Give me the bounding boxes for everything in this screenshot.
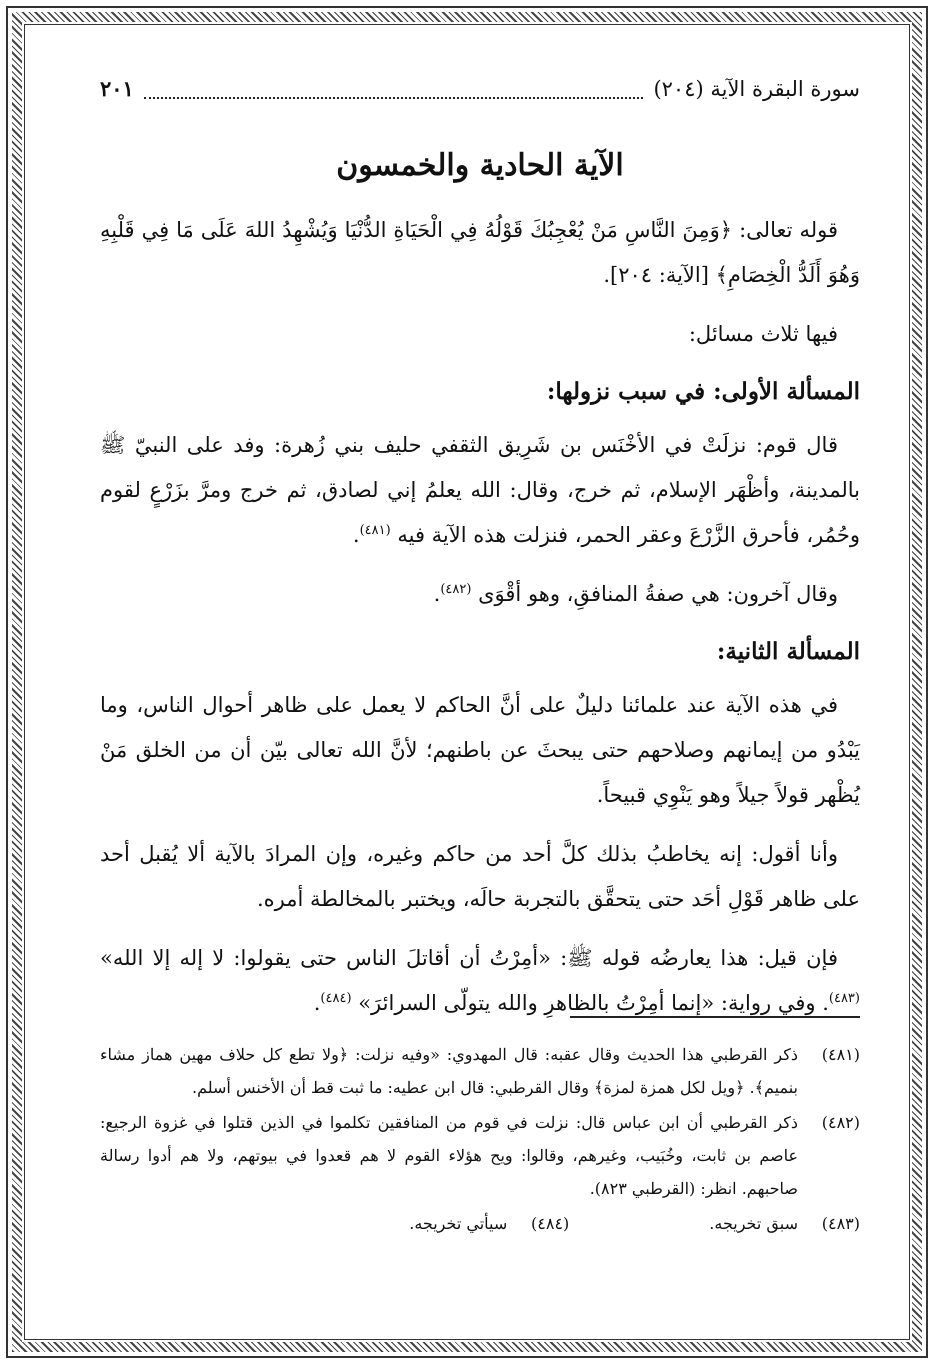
footnote-text: سبق تخريجه. (709, 1214, 798, 1233)
footnote-number: (٤٨٤) (531, 1214, 570, 1233)
issue1-heading: المسألة الأولى: في سبب نزولها: (546, 378, 860, 405)
running-head (100, 72, 860, 106)
footnote-482 (100, 1106, 860, 1205)
issue1-p1-text: قال قوم: نزلَتْ في الأخْنَس بن شَرِيق الثقفي حليف بني زُهرة: وفد على النبيّ ﷺ بالمدينة، وأظْهَر الإسلام، ثم خرج، وقال: الله يعلمُ إني لصادق، ثم خرج ومرَّ بزَرْعٍ لقوم وحُمُر، فأحرق الزَّرْعَ وعقر الحمر، فنزلت هذه الآية فيه (100, 433, 860, 547)
issues-intro: فيها ثلاث مسائل: (688, 322, 838, 346)
issue2-paragraph-3: فإن قيل: هذا يعارضُه قوله ﷺ: «أمِرْتُ أن أقاتلَ الناس حتى يقولوا: لا إله إلا الله» $^{(٤٨٣)}$. وفي رواية: «إنما أمِرْتُ بالظاهرِ والله يتولّى السرائرَ» $^{(٤٨٤)}$. (100, 946, 860, 1015)
running-head-title: سورة البقرة الآية (٢٠٤) (653, 77, 860, 101)
issue1-paragraph-1: قال قوم: نزلَتْ في الأخْنَس بن شَرِيق الثقفي حليف بني زُهرة: وفد على النبيّ ﷺ بالمدينة، وأظْهَر الإسلام، ثم خرج، وقال: الله يعلمُ إني لصادق، ثم خرج ومرَّ بزَرْعٍ لقوم وحُمُر، فأحرق الزَّرْعَ وعقر الحمر، فنزلت هذه الآية فيه $^{(٤٨١)}$. (100, 433, 860, 547)
footnote-text: سيأتي تخريجه. (409, 1214, 508, 1233)
footnote-481 (100, 1038, 860, 1104)
issue2-paragraph-1: في هذه الآية عند علمائنا دليلٌ على أنَّ الحاكم لا يعمل على ظاهر أحوال الناس، وما يَبْدُو من إيمانهم وصلاحهم حتى يبحثَ عن باطنهم؛ لأنَّ الله تعالى بيّن أن من الخلق مَنْ يُظْهر قولاً جيلاً وهو يَنْوِي قبيحاً. (100, 693, 860, 807)
footnote-ref-481[interactable]: (٤٨١) (359, 523, 391, 538)
book-page (100, 58, 860, 1298)
issue2-p3-mid: . وفي رواية: «إنما أمِرْتُ بالظاهرِ والله يتولّى السرائرَ» (358, 991, 829, 1015)
footnote-number: (٤٨١) (821, 1045, 860, 1064)
footnote-text: ذكر القرطبي هذا الحديث وقال عقبه: قال المهدوي: «وفيه نزلت: ﴿ولا تطع كل حلاف مهين هماز مشاء بنميم﴾. ﴿ويل لكل همزة لمزة﴾ وقال القرطبي: قال ابن عطيه: ما ثبت قط أن الأخنس أسلم. (100, 1045, 798, 1097)
running-head-dot-leader (144, 79, 644, 99)
page-number: ٢٠١ (100, 76, 134, 101)
footnote-ref-484[interactable]: (٤٨٤) (320, 991, 352, 1006)
issue2-heading: المسألة الثانية: (716, 638, 860, 665)
footnote-row-short (100, 1207, 860, 1242)
footnotes (100, 1038, 860, 1242)
footnote-483 (709, 1207, 860, 1240)
body-text (100, 208, 860, 1040)
chapter-title: الآية الحادية والخمسون (336, 148, 624, 183)
issue2-p3-text: فإن قيل: هذا يعارضُه قوله ﷺ: «أمِرْتُ أن أقاتلَ الناس حتى يقولوا: لا إله إلا الله» (100, 946, 838, 970)
verse-paragraph: قوله تعالى: ﴿وَمِنَ النَّاسِ مَنْ يُعْجِبُكَ قَوْلُهُ فِي الْحَيَاةِ الدُّنْيَا وَيُشْهِدُ اللهَ عَلَى مَا فِي قَلْبِهِ وَهُوَ أَلَدُّ الْخِصَامِ﴾ [الآية: ٢٠٤]. (100, 218, 860, 287)
footnote-484 (409, 1207, 569, 1240)
footnote-text: ذكر القرطبي أن ابن عباس قال: نزلت في قوم من المنافقين تكلموا في الذين قتلوا في غزوة الرجيع: عاصم بن ثابت، وخُبَيب، وغيرهم، وقالوا: ويح هؤلاء القوم لا هم قعدوا في بيوتهم، ولا هم أدوا رسالة صاحبهم. انظر: (القرطبي ٨٢٣). (100, 1113, 798, 1198)
footnote-number: (٤٨٢) (821, 1113, 860, 1132)
footnote-ref-482[interactable]: (٤٨٢) (440, 582, 472, 597)
issue1-p2-text: وقال آخرون: هي صفةُ المنافقِ، وهو أقْوَى (478, 582, 838, 606)
footnote-separator (570, 1016, 860, 1018)
issue2-paragraph-2: وأنا أقول: إنه يخاطبُ بذلك كلَّ أحد من حاكم وغيره، وإن المرادَ بالآية ألا يُقبل أحد على ظاهر قَوْلِ أحَد حتى يتحقَّق بالتجربة حالَه، ويختبر بالمخالطة أمره. (100, 842, 860, 911)
footnote-ref-483[interactable]: (٤٨٣) (828, 991, 860, 1006)
issue1-paragraph-2: وقال آخرون: هي صفةُ المنافقِ، وهو أقْوَى $^{(٤٨٢)}$. (433, 582, 838, 606)
footnote-number: (٤٨٣) (821, 1214, 860, 1233)
